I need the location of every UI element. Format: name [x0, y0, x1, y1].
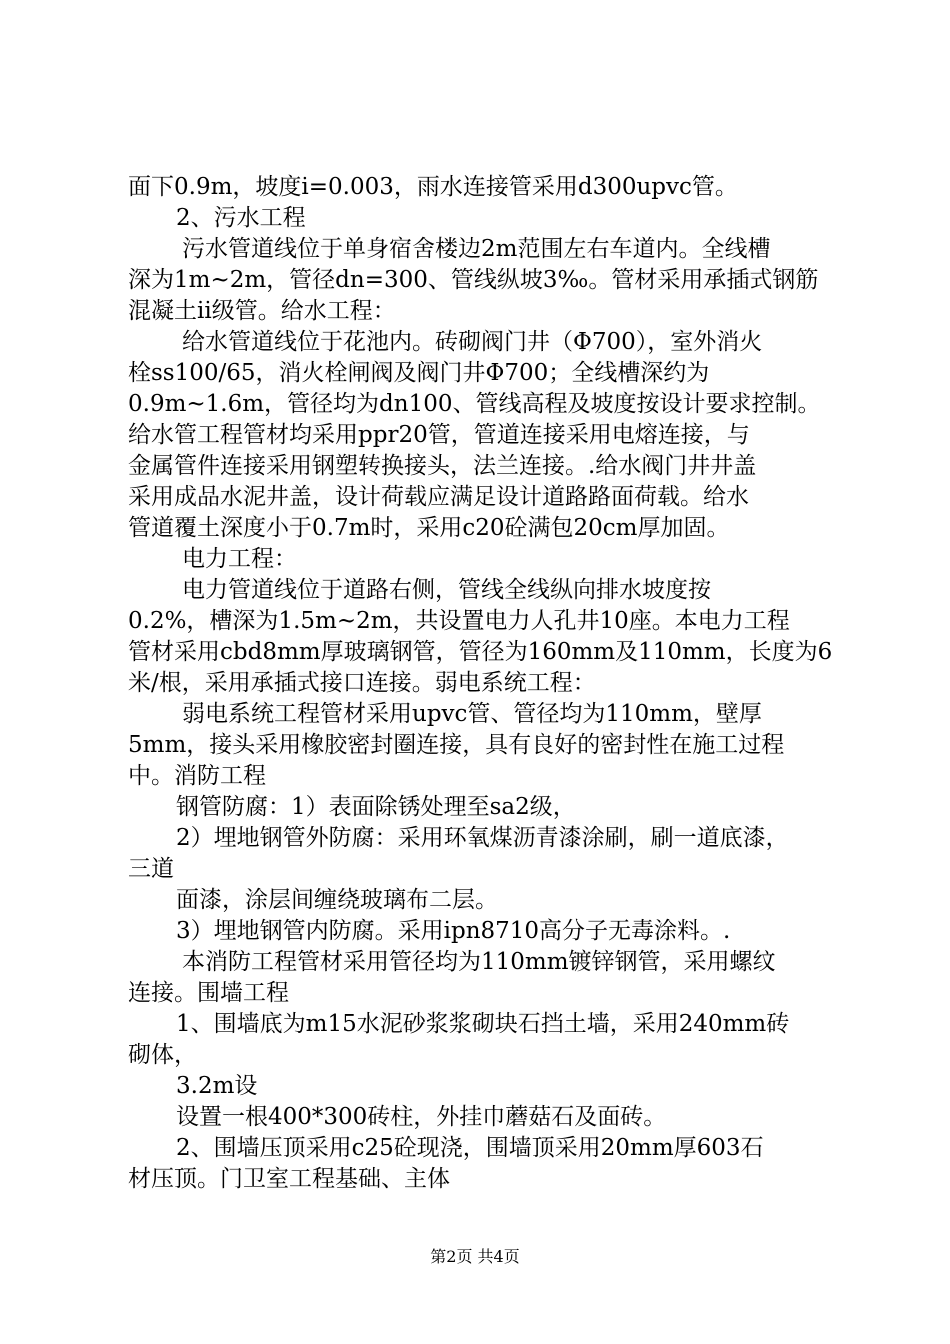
text-line: 电力工程： [182, 546, 297, 572]
text-line: 给水管工程管材均采用ppr20管，管道连接采用电熔连接，与 [128, 422, 750, 448]
text-line: 设置一根400*300砖柱，外挂巾蘑菇石及面砖。 [176, 1104, 667, 1130]
text-line: 3）埋地钢管内防腐。采用ipn8710高分子无毒涂料。. [176, 918, 731, 944]
text-line: 金属管件连接采用钢塑转换接头，法兰连接。.给水阀门井井盖 [128, 453, 757, 479]
text-line: 钢管防腐：1）表面除锈处理至sa2级， [176, 794, 576, 820]
page-footer: 第2页 共4页 [430, 1247, 520, 1266]
text-line: 材压顶。门卫室工程基础、主体 [128, 1166, 450, 1192]
text-line: 0.9m~1.6m，管径均为dn100、管线高程及坡度按设计要求控制。 [128, 391, 821, 417]
text-line: 本消防工程管材采用管径均为110mm镀锌钢管，采用螺纹 [182, 949, 776, 975]
text-line: 面下0.9m，坡度i=0.003，雨水连接管采用d300upvc管。 [128, 174, 738, 200]
text-line: 0.2%，槽深为1.5m~2m，共设置电力人孔井10座。本电力工程 [128, 608, 790, 634]
text-line: 米/根，采用承插式接口连接。弱电系统工程： [128, 670, 596, 696]
text-line: 5mm，接头采用橡胶密封圈连接，具有良好的密封性在施工过程 [128, 732, 785, 758]
text-line: 栓ss100/65，消火栓闸阀及阀门井Φ700；全线槽深约为 [128, 360, 710, 386]
text-line: 采用成品水泥井盖，设计荷载应满足设计道路路面荷载。给水 [128, 484, 749, 510]
text-line: 三道 [128, 856, 174, 882]
text-line: 电力管道线位于道路右侧，管线全线纵向排水坡度按 [182, 577, 711, 603]
text-line: 2、围墙压顶采用c25砼现浇，围墙顶采用20mm厚603石 [176, 1135, 764, 1161]
body-text [128, 172, 848, 1195]
text-line: 2、污水工程 [176, 205, 306, 231]
text-line: 深为1m~2m，管径dn=300、管线纵坡3‰。管材采用承插式钢筋 [128, 267, 819, 293]
text-line: 污水管道线位于单身宿舍楼边2m范围左右车道内。全线槽 [182, 236, 771, 262]
text-line: 管道覆土深度小于0.7m时，采用c20砼满包20cm厚加固。 [128, 515, 730, 541]
text-line: 中。消防工程 [128, 763, 266, 789]
text-line: 连接。围墙工程 [128, 980, 289, 1006]
text-line: 砌体， [128, 1042, 197, 1068]
text-line: 1、围墙底为m15水泥砂浆浆砌块石挡土墙，采用240mm砖 [176, 1011, 790, 1037]
text-line: 2）埋地钢管外防腐：采用环氧煤沥青漆涂刷，刷一道底漆， [176, 825, 789, 851]
text-line: 弱电系统工程管材采用upvc管、管径均为110mm，壁厚 [182, 701, 762, 727]
text-line: 混凝土ii级管。给水工程： [128, 298, 396, 324]
text-line: 3.2m设 [176, 1073, 258, 1099]
text-line: 面漆，涂层间缠绕玻璃布二层。 [176, 887, 498, 913]
text-line: 给水管道线位于花池内。砖砌阀门井（Φ700），室外消火 [182, 329, 763, 355]
text-line: 管材采用cbd8mm厚玻璃钢管，管径为160mm及110mm，长度为6 [128, 639, 833, 665]
